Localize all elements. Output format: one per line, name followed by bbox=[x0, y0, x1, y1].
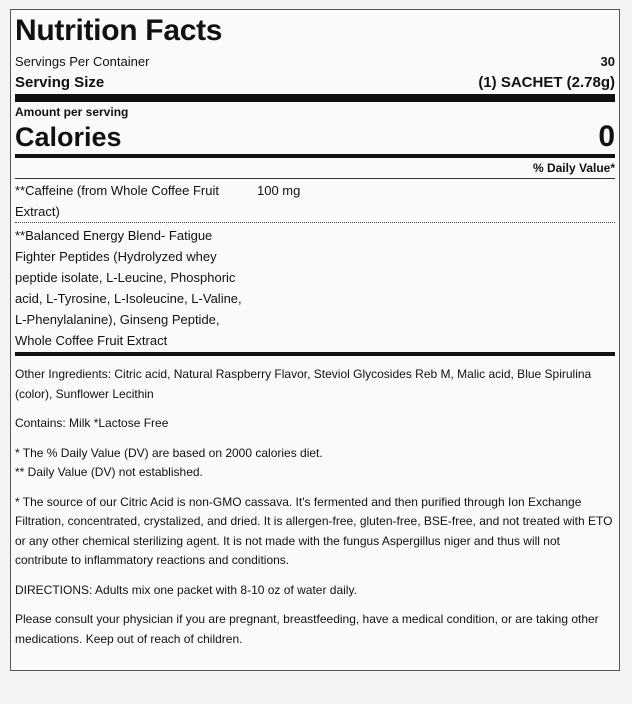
ingredient-name: **Balanced Energy Blend- Fatigue Fighter Peptides (Hydrolyzed whey peptide isolate, L-Leucine, Phosphoric acid, L-Tyrosine, L-Isoleucine, L-Valine, L-Phenylalanine), Ginseng Peptide, Whole Coffee Fruit Extract bbox=[15, 228, 242, 348]
calories-label: Calories bbox=[15, 122, 122, 152]
ingredient-amount bbox=[251, 225, 257, 352]
other-ingredients-text: Other Ingredients: Citric acid, Natural Raspberry Flavor, Steviol Glycosides Reb M, Malic acid, Blue Spirulina (color), Sunflower Lecithin bbox=[15, 367, 592, 401]
serving-size-value: (1) SACHET (2.78g) bbox=[478, 74, 615, 91]
daily-value-header: % Daily Value* bbox=[532, 161, 615, 175]
thick-divider bbox=[15, 94, 615, 102]
serving-size-row bbox=[15, 72, 615, 93]
daily-value-note: ** Daily Value (DV) not established. bbox=[15, 465, 203, 479]
ingredient-row bbox=[15, 223, 615, 352]
label-notes bbox=[15, 356, 615, 649]
calories-value: 0 bbox=[598, 120, 615, 153]
citric-acid-text: * The source of our Citric Acid is non-GMO cassava. It's fermented and then purified through Ion Exchange Filtration, concentrated, crystalized, and dried. It is allergen-free, gluten-free, BSE-free, and not treated with ETO or any other chemical sterilizing agent. It is not made with the fungus Aspergillus niger and thus will not contribute to inflammatory reactions and conditions. bbox=[15, 494, 613, 567]
contains-text: Contains: Milk *Lactose Free bbox=[15, 416, 169, 430]
ingredient-row bbox=[15, 179, 615, 222]
directions-text: DIRECTIONS: Adults mix one packet with 8-10 oz of water daily. bbox=[15, 582, 357, 597]
daily-value-notes bbox=[15, 444, 615, 483]
servings-per-container-label: Servings Per Container bbox=[15, 54, 150, 69]
panel-title: Nutrition Facts bbox=[15, 14, 223, 47]
ingredient-amount: 100 mg bbox=[257, 183, 301, 198]
servings-per-container-value: 30 bbox=[600, 54, 615, 69]
servings-per-container-row bbox=[15, 52, 615, 72]
amount-per-serving: Amount per serving bbox=[15, 105, 129, 119]
calories-row bbox=[15, 120, 615, 154]
serving-size-label: Serving Size bbox=[15, 74, 105, 91]
nutrition-facts-panel bbox=[10, 9, 620, 671]
warning-text: Please consult your physician if you are pregnant, breastfeeding, have a medical condition, or are taking other medications. Keep out of reach of children. bbox=[15, 612, 599, 646]
ingredient-name: **Caffeine (from Whole Coffee Fruit Extract) bbox=[15, 183, 219, 219]
daily-value-note: * The % Daily Value (DV) are based on 2000 calories diet. bbox=[15, 445, 323, 460]
